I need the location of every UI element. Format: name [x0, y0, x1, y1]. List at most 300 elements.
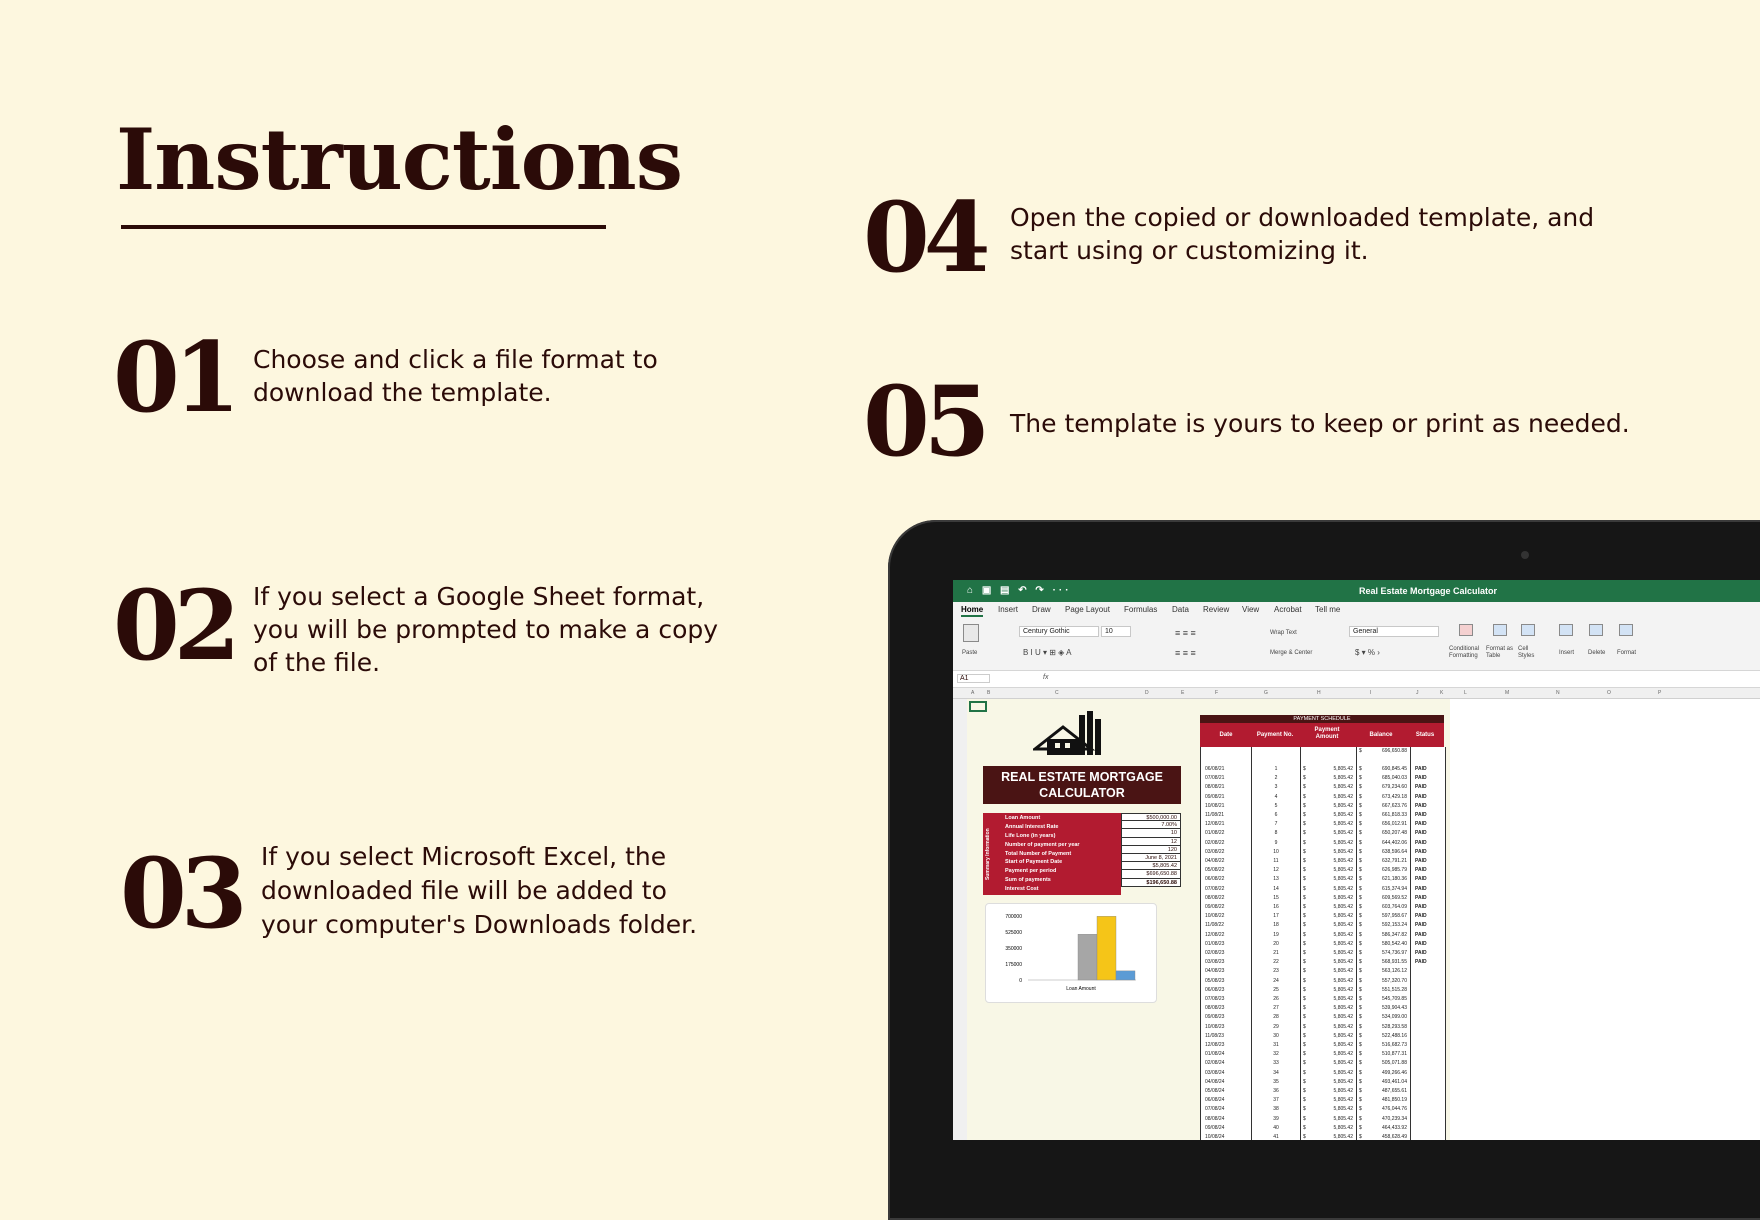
schedule-balance[interactable]: 551,515.28 [1381, 986, 1407, 993]
schedule-balance[interactable]: 574,736.97 [1381, 950, 1407, 956]
schedule-balance[interactable]: 563,126.12 [1381, 968, 1407, 975]
currency-symbol[interactable]: $ [1303, 996, 1306, 1002]
currency-symbol[interactable]: $ [1303, 940, 1306, 947]
currency-symbol[interactable]: $ [1303, 977, 1306, 984]
currency-symbol[interactable]: $ [1359, 1023, 1362, 1030]
tab-formulas[interactable]: Formulas [1124, 605, 1158, 614]
number-format-select[interactable]: General [1349, 626, 1439, 637]
currency-symbol[interactable]: $ [1359, 802, 1362, 809]
column-header[interactable]: G [1264, 690, 1268, 696]
schedule-payment[interactable]: 5,805.42 [1333, 876, 1353, 883]
schedule-number[interactable]: 37 [1273, 1097, 1279, 1104]
column-header[interactable]: C [1055, 690, 1059, 696]
schedule-number[interactable]: 2 [1274, 775, 1278, 782]
schedule-payment[interactable]: 5,805.42 [1333, 802, 1353, 809]
schedule-balance[interactable]: 464,433.92 [1381, 1124, 1407, 1131]
schedule-balance[interactable]: 667,623.76 [1381, 802, 1407, 809]
schedule-date[interactable]: 04/08/24 [1205, 1078, 1225, 1085]
schedule-payment[interactable]: 5,805.42 [1333, 1078, 1353, 1085]
worksheet-grid[interactable] [953, 699, 1760, 1140]
currency-symbol[interactable]: $ [1359, 885, 1362, 892]
schedule-number[interactable]: 12 [1273, 867, 1279, 874]
currency-symbol[interactable]: $ [1303, 1078, 1306, 1085]
currency-symbol[interactable]: $ [1359, 959, 1362, 966]
schedule-date[interactable]: 01/08/22 [1205, 830, 1225, 837]
currency-symbol[interactable]: $ [1359, 1088, 1362, 1094]
schedule-date[interactable]: 08/08/22 [1205, 894, 1225, 901]
chart-bar[interactable] [1116, 971, 1135, 980]
paste-icon[interactable] [963, 624, 979, 642]
schedule-payment[interactable]: 5,805.42 [1333, 1032, 1353, 1039]
schedule-date[interactable]: 08/08/24 [1205, 1115, 1225, 1122]
summary-value[interactable]: $696,650.88 [1121, 870, 1181, 878]
tab-review[interactable]: Review [1203, 605, 1230, 614]
summary-value[interactable]: $5,805.42 [1121, 862, 1181, 870]
column-header[interactable]: H [1317, 690, 1321, 696]
currency-symbol[interactable]: $ [1359, 977, 1362, 984]
currency-symbol[interactable]: $ [1303, 968, 1306, 975]
schedule-balance[interactable]: 493,461.04 [1381, 1078, 1407, 1085]
schedule-balance[interactable]: 534,099.00 [1381, 1014, 1407, 1021]
currency-symbol[interactable]: $ [1359, 996, 1362, 1002]
currency-symbol[interactable]: $ [1359, 913, 1362, 920]
schedule-status[interactable]: PAID [1415, 867, 1427, 874]
font-select[interactable]: Century Gothic [1019, 626, 1099, 637]
schedule-payment[interactable]: 5,805.42 [1333, 959, 1353, 966]
schedule-payment[interactable]: 5,805.42 [1333, 1106, 1353, 1113]
schedule-balance[interactable]: 499,266.46 [1381, 1069, 1407, 1076]
schedule-status[interactable]: PAID [1415, 922, 1427, 929]
currency-symbol[interactable]: $ [1359, 1078, 1362, 1085]
currency-symbol[interactable]: $ [1303, 959, 1306, 966]
schedule-balance[interactable]: 510,877.31 [1381, 1051, 1407, 1058]
schedule-status[interactable]: PAID [1415, 940, 1427, 947]
schedule-payment[interactable]: 5,805.42 [1333, 1005, 1353, 1012]
currency-symbol[interactable]: $ [1303, 1097, 1306, 1104]
schedule-payment[interactable]: 5,805.42 [1333, 931, 1353, 938]
schedule-balance[interactable]: 580,542.40 [1381, 940, 1407, 947]
schedule-balance[interactable]: 522,488.16 [1381, 1032, 1407, 1039]
align-left-icon[interactable]: ≡ ≡ ≡ [1175, 648, 1196, 658]
currency-symbol[interactable]: $ [1359, 922, 1362, 929]
currency-symbol[interactable]: $ [1359, 1134, 1362, 1140]
schedule-date[interactable]: 07/08/23 [1205, 996, 1225, 1002]
schedule-payment[interactable]: 5,805.42 [1333, 977, 1353, 984]
schedule-payment[interactable]: 5,805.42 [1333, 858, 1353, 864]
schedule-number[interactable]: 30 [1273, 1032, 1279, 1039]
schedule-payment[interactable]: 5,805.42 [1333, 1097, 1353, 1104]
schedule-balance[interactable]: 597,958.67 [1381, 913, 1407, 920]
schedule-number[interactable]: 27 [1273, 1005, 1279, 1012]
currency-symbol[interactable]: $ [1359, 931, 1362, 938]
schedule-number[interactable]: 36 [1273, 1088, 1279, 1094]
schedule-balance[interactable]: 673,429.18 [1381, 793, 1407, 800]
schedule-balance[interactable]: 679,234.60 [1381, 784, 1407, 791]
schedule-status[interactable]: PAID [1415, 950, 1427, 956]
currency-symbol[interactable]: $ [1359, 858, 1362, 864]
schedule-balance[interactable]: 539,904.43 [1381, 1005, 1407, 1012]
column-header[interactable]: E [1181, 690, 1185, 696]
currency-symbol[interactable]: $ [1359, 904, 1362, 910]
schedule-date[interactable]: 05/08/22 [1205, 867, 1225, 874]
schedule-payment[interactable]: 5,805.42 [1333, 950, 1353, 956]
schedule-date[interactable]: 11/08/23 [1205, 1032, 1225, 1039]
schedule-date[interactable]: 04/08/22 [1205, 858, 1225, 864]
schedule-payment[interactable]: 5,805.42 [1333, 775, 1353, 782]
schedule-payment[interactable]: 5,805.42 [1333, 913, 1353, 920]
currency-symbol[interactable]: $ [1303, 904, 1306, 910]
schedule-payment[interactable]: 5,805.42 [1333, 793, 1353, 800]
format-table-icon[interactable] [1493, 624, 1507, 636]
insert-cells-icon[interactable] [1559, 624, 1573, 636]
schedule-number[interactable]: 11 [1273, 858, 1279, 864]
schedule-balance[interactable]: 505,071.88 [1381, 1060, 1407, 1067]
schedule-number[interactable]: 31 [1273, 1042, 1279, 1048]
currency-symbol[interactable]: $ [1303, 922, 1306, 929]
tab-insert[interactable]: Insert [998, 605, 1019, 614]
chart-bar[interactable] [1078, 934, 1097, 980]
schedule-balance[interactable]: 656,012.91 [1381, 821, 1407, 828]
schedule-number[interactable]: 22 [1273, 959, 1279, 966]
schedule-status[interactable]: PAID [1415, 766, 1427, 772]
currency-symbol[interactable]: $ [1303, 821, 1306, 828]
schedule-payment[interactable]: 5,805.42 [1333, 968, 1353, 975]
currency-symbol[interactable]: $ [1303, 1005, 1306, 1012]
currency-symbol[interactable]: $ [1303, 867, 1306, 874]
schedule-date[interactable]: 07/08/22 [1205, 885, 1225, 892]
schedule-payment[interactable]: 5,805.42 [1333, 885, 1353, 892]
column-header[interactable]: B [987, 690, 991, 696]
currency-symbol[interactable]: $ [1303, 950, 1306, 956]
currency-symbol[interactable]: $ [1303, 1014, 1306, 1021]
currency-symbol[interactable]: $ [1303, 1106, 1306, 1113]
schedule-number[interactable]: 28 [1273, 1014, 1279, 1021]
currency-symbol[interactable]: $ [1303, 848, 1306, 855]
schedule-number[interactable]: 13 [1273, 876, 1279, 883]
currency-symbol[interactable]: $ [1303, 766, 1306, 772]
currency-symbol[interactable]: $ [1303, 1032, 1306, 1039]
schedule-number[interactable]: 38 [1273, 1106, 1279, 1113]
schedule-balance[interactable]: 586,347.82 [1381, 931, 1407, 938]
schedule-number[interactable]: 20 [1273, 940, 1279, 947]
currency-symbol[interactable]: $ [1359, 986, 1362, 993]
schedule-date[interactable]: 03/08/24 [1205, 1069, 1225, 1076]
currency-symbol[interactable]: $ [1359, 1069, 1362, 1076]
schedule-payment[interactable]: 5,805.42 [1333, 830, 1353, 837]
schedule-date[interactable]: 05/08/24 [1205, 1088, 1225, 1094]
schedule-number[interactable]: 4 [1274, 793, 1278, 800]
align-top-icon[interactable]: ≡ ≡ ≡ [1175, 628, 1196, 638]
schedule-number[interactable]: 33 [1273, 1060, 1279, 1067]
schedule-date[interactable]: 09/08/23 [1205, 1014, 1225, 1021]
column-header[interactable]: N [1556, 690, 1560, 696]
currency-symbol[interactable]: $ [1359, 821, 1362, 828]
schedule-status[interactable]: PAID [1415, 784, 1427, 791]
schedule-balance[interactable]: 638,596.64 [1381, 848, 1407, 855]
currency-symbol[interactable]: $ [1303, 784, 1306, 791]
summary-value[interactable]: 7.00% [1121, 821, 1181, 829]
summary-value[interactable]: 10 [1121, 829, 1181, 837]
schedule-balance[interactable]: 568,931.55 [1381, 959, 1407, 966]
schedule-status[interactable]: PAID [1415, 821, 1427, 828]
schedule-number[interactable]: 7 [1274, 821, 1278, 828]
currency-symbol[interactable]: $ [1359, 1060, 1362, 1067]
currency-symbol[interactable]: $ [1303, 885, 1306, 892]
schedule-date[interactable]: 10/08/23 [1205, 1023, 1225, 1030]
summary-value[interactable]: 12 [1121, 838, 1181, 846]
currency-symbol[interactable]: $ [1359, 1097, 1362, 1104]
schedule-date[interactable]: 12/08/22 [1205, 931, 1225, 938]
currency-symbol[interactable]: $ [1303, 793, 1306, 800]
currency-symbol[interactable]: $ [1359, 848, 1362, 855]
conditional-formatting-icon[interactable] [1459, 624, 1473, 636]
schedule-payment[interactable]: 5,805.42 [1333, 986, 1353, 993]
schedule-payment[interactable]: 5,805.42 [1333, 1060, 1353, 1067]
currency-symbol[interactable]: $ [1359, 1106, 1362, 1113]
currency-symbol[interactable]: $ [1359, 784, 1362, 791]
schedule-payment[interactable]: 5,805.42 [1333, 766, 1353, 772]
schedule-status[interactable]: PAID [1415, 913, 1427, 920]
quick-access-icons[interactable]: ⌂ ▣ ▤ ↶ ↷ ··· [967, 585, 1072, 596]
schedule-balance[interactable]: 481,850.19 [1381, 1097, 1407, 1104]
schedule-payment[interactable]: 5,805.42 [1333, 894, 1353, 901]
column-header[interactable]: M [1505, 690, 1510, 696]
currency-symbol[interactable]: $ [1359, 1051, 1362, 1058]
schedule-date[interactable]: 06/08/21 [1205, 766, 1225, 772]
schedule-number[interactable]: 5 [1274, 802, 1278, 809]
schedule-balance[interactable]: 615,374.94 [1381, 885, 1407, 892]
currency-symbol[interactable]: $ [1303, 802, 1306, 809]
schedule-date[interactable]: 06/08/23 [1205, 986, 1225, 993]
schedule-number[interactable]: 21 [1273, 950, 1279, 956]
schedule-status[interactable]: PAID [1415, 858, 1427, 864]
currency-symbol[interactable]: $ [1303, 775, 1306, 782]
schedule-status[interactable]: PAID [1415, 802, 1427, 809]
schedule-balance[interactable]: 516,682.73 [1381, 1042, 1407, 1048]
currency-symbol[interactable]: $ [1303, 1069, 1306, 1076]
schedule-number[interactable]: 39 [1273, 1115, 1279, 1122]
currency-symbol[interactable]: $ [1303, 1124, 1306, 1131]
schedule-payment[interactable]: 5,805.42 [1333, 1115, 1353, 1122]
schedule-payment[interactable]: 5,805.42 [1333, 1023, 1353, 1030]
currency-symbol[interactable]: $ [1303, 1134, 1306, 1140]
format-buttons[interactable]: B I U ▾ ⊞ ◈ A [1023, 648, 1072, 657]
tab-home[interactable]: Home [961, 605, 983, 617]
schedule-balance[interactable]: 661,818.33 [1381, 812, 1407, 818]
schedule-number[interactable]: 10 [1273, 848, 1279, 855]
percent-icon[interactable]: $ ▾ % › [1355, 648, 1380, 657]
schedule-balance[interactable]: 528,293.58 [1381, 1023, 1407, 1030]
schedule-payment[interactable]: 5,805.42 [1333, 1124, 1353, 1131]
schedule-status[interactable]: PAID [1415, 876, 1427, 883]
currency-symbol[interactable]: $ [1359, 876, 1362, 883]
currency-symbol[interactable]: $ [1359, 1032, 1362, 1039]
schedule-number[interactable]: 3 [1274, 784, 1278, 791]
schedule-payment[interactable]: 5,805.42 [1333, 1051, 1353, 1058]
currency-symbol[interactable]: $ [1303, 839, 1306, 846]
schedule-status[interactable]: PAID [1415, 885, 1427, 892]
schedule-date[interactable]: 01/08/24 [1205, 1051, 1225, 1058]
schedule-number[interactable]: 8 [1274, 830, 1278, 837]
schedule-payment[interactable]: 5,805.42 [1333, 922, 1353, 929]
font-size-select[interactable]: 10 [1101, 626, 1131, 637]
currency-symbol[interactable]: $ [1359, 940, 1362, 947]
column-header[interactable]: L [1464, 690, 1467, 696]
tab-draw[interactable]: Draw [1032, 605, 1051, 614]
schedule-payment[interactable]: 5,805.42 [1333, 1088, 1353, 1094]
currency-symbol[interactable]: $ [1359, 766, 1362, 772]
schedule-balance[interactable]: 609,569.52 [1381, 894, 1407, 901]
schedule-number[interactable]: 29 [1273, 1023, 1279, 1030]
schedule-payment[interactable]: 5,805.42 [1333, 996, 1353, 1002]
loan-chart[interactable] [985, 903, 1157, 1003]
tab-data[interactable]: Data [1172, 605, 1189, 614]
schedule-number[interactable]: 41 [1273, 1134, 1279, 1140]
schedule-number[interactable]: 16 [1273, 904, 1279, 910]
format-cells-icon[interactable] [1619, 624, 1633, 636]
currency-symbol[interactable]: $ [1359, 968, 1362, 975]
schedule-balance[interactable]: 650,207.48 [1381, 830, 1407, 837]
schedule-date[interactable]: 07/08/24 [1205, 1106, 1225, 1113]
schedule-date[interactable]: 04/08/23 [1205, 968, 1225, 975]
opening-balance[interactable]: 696,650.88 [1381, 748, 1407, 754]
schedule-payment[interactable]: 5,805.42 [1333, 784, 1353, 791]
schedule-date[interactable]: 08/08/23 [1205, 1005, 1225, 1012]
schedule-date[interactable]: 11/08/21 [1205, 812, 1225, 818]
schedule-number[interactable]: 32 [1273, 1051, 1279, 1058]
schedule-number[interactable]: 14 [1273, 885, 1279, 892]
schedule-balance[interactable]: 545,709.85 [1381, 996, 1407, 1002]
schedule-status[interactable]: PAID [1415, 839, 1427, 846]
currency-symbol[interactable]: $ [1303, 876, 1306, 883]
schedule-status[interactable]: PAID [1415, 830, 1427, 837]
schedule-balance[interactable]: 487,655.61 [1381, 1088, 1407, 1094]
currency-symbol[interactable]: $ [1303, 830, 1306, 837]
currency-symbol[interactable]: $ [1359, 1042, 1362, 1048]
schedule-date[interactable]: 08/08/21 [1205, 784, 1225, 791]
column-header[interactable]: J [1416, 690, 1419, 696]
schedule-date[interactable]: 10/08/22 [1205, 913, 1225, 920]
schedule-date[interactable]: 12/08/21 [1205, 821, 1225, 828]
summary-value[interactable]: $500,000.00 [1121, 813, 1181, 821]
currency-symbol[interactable]: $ [1303, 913, 1306, 920]
schedule-number[interactable]: 1 [1274, 766, 1278, 772]
merge-center-button[interactable]: Merge & Center [1270, 650, 1313, 656]
schedule-balance[interactable]: 690,845.45 [1381, 766, 1407, 772]
tell-me[interactable]: Tell me [1315, 605, 1341, 614]
currency-symbol[interactable]: $ [1359, 793, 1362, 800]
schedule-payment[interactable]: 5,805.42 [1333, 867, 1353, 874]
currency-symbol[interactable]: $ [1303, 894, 1306, 901]
schedule-number[interactable]: 25 [1273, 986, 1279, 993]
schedule-date[interactable]: 10/08/21 [1205, 802, 1225, 809]
schedule-payment[interactable]: 5,805.42 [1333, 1014, 1353, 1021]
column-header[interactable]: K [1440, 690, 1444, 696]
schedule-date[interactable]: 10/08/24 [1205, 1134, 1225, 1140]
schedule-status[interactable]: PAID [1415, 793, 1427, 800]
schedule-payment[interactable]: 5,805.42 [1333, 904, 1353, 910]
schedule-balance[interactable]: 644,402.06 [1381, 839, 1407, 846]
summary-value[interactable]: $196,650.88 [1121, 879, 1181, 887]
currency-symbol[interactable]: $ [1303, 1023, 1306, 1030]
schedule-number[interactable]: 18 [1273, 922, 1279, 929]
currency-symbol[interactable]: $ [1359, 1014, 1362, 1021]
schedule-payment[interactable]: 5,805.42 [1333, 1134, 1353, 1140]
column-header[interactable]: I [1370, 690, 1372, 696]
currency-symbol[interactable]: $ [1303, 1088, 1306, 1094]
schedule-date[interactable]: 03/08/22 [1205, 848, 1225, 855]
schedule-status[interactable]: PAID [1415, 904, 1427, 910]
schedule-date[interactable]: 05/08/23 [1205, 977, 1225, 984]
schedule-balance[interactable]: 458,628.49 [1381, 1134, 1407, 1140]
schedule-date[interactable]: 07/08/21 [1205, 775, 1225, 782]
schedule-status[interactable]: PAID [1415, 848, 1427, 855]
schedule-payment[interactable]: 5,805.42 [1333, 848, 1353, 855]
name-box[interactable]: A1 [957, 674, 990, 683]
schedule-status[interactable]: PAID [1415, 959, 1427, 966]
schedule-number[interactable]: 24 [1273, 977, 1279, 984]
schedule-payment[interactable]: 5,805.42 [1333, 839, 1353, 846]
summary-value[interactable]: June 8, 2021 [1121, 854, 1181, 862]
currency-symbol[interactable]: $ [1303, 858, 1306, 864]
schedule-date[interactable]: 11/08/22 [1205, 922, 1225, 929]
wrap-text-button[interactable]: Wrap Text [1270, 630, 1297, 636]
selected-cell[interactable] [969, 701, 987, 712]
schedule-balance[interactable]: 557,320.70 [1381, 977, 1407, 984]
delete-cells-icon[interactable] [1589, 624, 1603, 636]
schedule-status[interactable]: PAID [1415, 894, 1427, 901]
schedule-balance[interactable]: 621,180.36 [1381, 876, 1407, 883]
schedule-balance[interactable]: 470,239.34 [1381, 1115, 1407, 1122]
currency-symbol[interactable]: $ [1303, 1060, 1306, 1067]
schedule-payment[interactable]: 5,805.42 [1333, 812, 1353, 818]
schedule-payment[interactable]: 5,805.42 [1333, 940, 1353, 947]
currency-symbol[interactable]: $ [1359, 894, 1362, 901]
schedule-status[interactable]: PAID [1415, 812, 1427, 818]
currency-symbol[interactable]: $ [1359, 1005, 1362, 1012]
schedule-number[interactable]: 34 [1273, 1069, 1279, 1076]
currency-symbol[interactable]: $ [1303, 1051, 1306, 1058]
schedule-date[interactable]: 02/08/23 [1205, 950, 1225, 956]
schedule-status[interactable]: PAID [1415, 775, 1427, 782]
schedule-status[interactable]: PAID [1415, 931, 1427, 938]
schedule-date[interactable]: 06/08/22 [1205, 876, 1225, 883]
schedule-date[interactable]: 01/08/23 [1205, 940, 1225, 947]
schedule-payment[interactable]: 5,805.42 [1333, 1069, 1353, 1076]
currency-symbol[interactable]: $ [1359, 839, 1362, 846]
tab-acrobat[interactable]: Acrobat [1274, 605, 1302, 614]
schedule-balance[interactable]: 685,040.03 [1381, 775, 1407, 782]
currency-symbol[interactable]: $ [1359, 1124, 1362, 1131]
column-header[interactable]: O [1607, 690, 1611, 696]
schedule-payment[interactable]: 5,805.42 [1333, 821, 1353, 828]
currency-symbol[interactable]: $ [1359, 1115, 1362, 1122]
tab-view[interactable]: View [1242, 605, 1260, 614]
column-header[interactable]: F [1215, 690, 1219, 696]
currency-symbol[interactable]: $ [1303, 1042, 1306, 1048]
schedule-number[interactable]: 17 [1273, 913, 1279, 920]
schedule-date[interactable]: 09/08/22 [1205, 904, 1225, 910]
schedule-date[interactable]: 03/08/23 [1205, 959, 1225, 966]
column-header[interactable]: D [1145, 690, 1149, 696]
cell-styles-icon[interactable] [1521, 624, 1535, 636]
schedule-balance[interactable]: 603,764.09 [1381, 904, 1407, 910]
schedule-date[interactable]: 02/08/22 [1205, 839, 1225, 846]
summary-value[interactable]: 120 [1121, 846, 1181, 854]
schedule-date[interactable]: 09/08/21 [1205, 793, 1225, 800]
column-header[interactable]: A [971, 690, 975, 696]
schedule-balance[interactable]: 476,044.76 [1381, 1106, 1407, 1113]
